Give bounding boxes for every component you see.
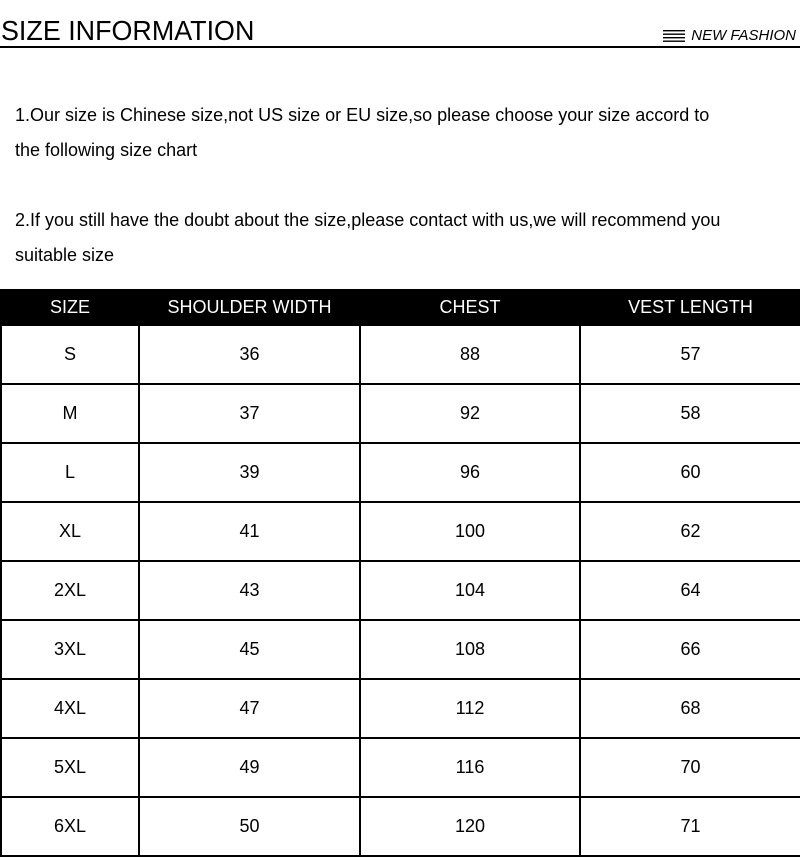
cell-vest-length: 64 bbox=[580, 561, 800, 620]
cell-chest: 100 bbox=[360, 502, 580, 561]
page-title: SIZE INFORMATION bbox=[1, 15, 255, 46]
table-row bbox=[1, 679, 800, 738]
cell-size: 5XL bbox=[1, 738, 139, 797]
note-2-line-1: 2.If you still have the doubt about the size,please contact with us,we will recommend you bbox=[15, 210, 721, 230]
table-row bbox=[1, 797, 800, 856]
cell-vest-length: 71 bbox=[580, 797, 800, 856]
table-row bbox=[1, 620, 800, 679]
table-row bbox=[1, 738, 800, 797]
cell-size: M bbox=[1, 384, 139, 443]
table-header-row bbox=[1, 290, 800, 325]
cell-shoulder-width: 39 bbox=[139, 443, 360, 502]
cell-size: 6XL bbox=[1, 797, 139, 856]
cell-size: XL bbox=[1, 502, 139, 561]
cell-size: 3XL bbox=[1, 620, 139, 679]
cell-shoulder-width: 45 bbox=[139, 620, 360, 679]
tagline bbox=[663, 27, 796, 45]
note-1 bbox=[15, 98, 795, 168]
column-header-size: SIZE bbox=[1, 290, 139, 325]
cell-vest-length: 68 bbox=[580, 679, 800, 738]
size-notes bbox=[15, 98, 795, 273]
cell-chest: 96 bbox=[360, 443, 580, 502]
table-row bbox=[1, 561, 800, 620]
cell-chest: 92 bbox=[360, 384, 580, 443]
column-header-shoulder-width: SHOULDER WIDTH bbox=[139, 290, 360, 325]
cell-size: 4XL bbox=[1, 679, 139, 738]
cell-vest-length: 66 bbox=[580, 620, 800, 679]
note-1-line-2: the following size chart bbox=[15, 140, 198, 160]
cell-chest: 112 bbox=[360, 679, 580, 738]
note-2 bbox=[15, 203, 795, 273]
cell-shoulder-width: 49 bbox=[139, 738, 360, 797]
tagline-text: NEW FASHION bbox=[691, 27, 796, 44]
cell-size: L bbox=[1, 443, 139, 502]
cell-chest: 120 bbox=[360, 797, 580, 856]
cell-vest-length: 70 bbox=[580, 738, 800, 797]
table-row bbox=[1, 384, 800, 443]
cell-vest-length: 62 bbox=[580, 502, 800, 561]
cell-shoulder-width: 41 bbox=[139, 502, 360, 561]
cell-chest: 88 bbox=[360, 325, 580, 384]
menu-lines-icon bbox=[663, 30, 685, 42]
cell-shoulder-width: 47 bbox=[139, 679, 360, 738]
cell-chest: 108 bbox=[360, 620, 580, 679]
note-1-line-1: 1.Our size is Chinese size,not US size or EU size,so please choose your size accord to bbox=[15, 105, 710, 125]
table-row bbox=[1, 502, 800, 561]
cell-vest-length: 58 bbox=[580, 384, 800, 443]
column-header-vest-length: VEST LENGTH bbox=[580, 290, 800, 325]
header-divider bbox=[0, 46, 800, 48]
table-row bbox=[1, 325, 800, 384]
cell-chest: 104 bbox=[360, 561, 580, 620]
cell-vest-length: 57 bbox=[580, 325, 800, 384]
cell-shoulder-width: 50 bbox=[139, 797, 360, 856]
cell-chest: 116 bbox=[360, 738, 580, 797]
table-row bbox=[1, 443, 800, 502]
page-header bbox=[0, 0, 800, 50]
cell-size: 2XL bbox=[1, 561, 139, 620]
size-table bbox=[0, 289, 800, 857]
size-chart bbox=[0, 289, 800, 857]
cell-shoulder-width: 36 bbox=[139, 325, 360, 384]
cell-shoulder-width: 37 bbox=[139, 384, 360, 443]
column-header-chest: CHEST bbox=[360, 290, 580, 325]
cell-size: S bbox=[1, 325, 139, 384]
cell-vest-length: 60 bbox=[580, 443, 800, 502]
note-2-line-2: suitable size bbox=[15, 245, 115, 265]
cell-shoulder-width: 43 bbox=[139, 561, 360, 620]
